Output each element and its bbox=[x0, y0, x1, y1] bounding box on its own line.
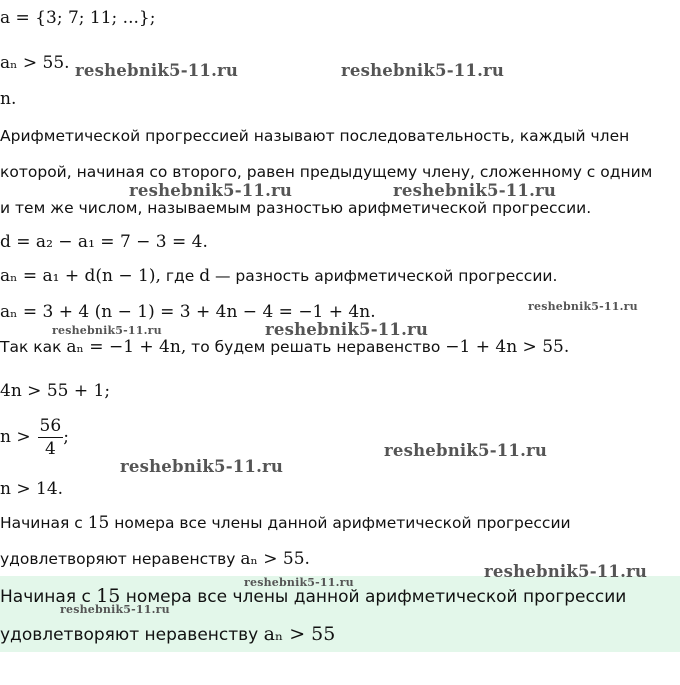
definition-text-2: которой, начиная со второго, равен предыдущему члену, сложенному с одним bbox=[0, 163, 653, 181]
fraction-numerator: 56 bbox=[39, 416, 62, 436]
answer1-math: 15 bbox=[96, 585, 121, 607]
watermark: reshebnik5-11.ru bbox=[120, 457, 284, 476]
watermark: reshebnik5-11.ru bbox=[393, 181, 557, 200]
inequality-step-1: 4n > 55 + 1; bbox=[0, 381, 111, 401]
difference-formula: d = a₂ − a₁ = 7 − 3 = 4. bbox=[0, 232, 208, 252]
answer-line-2 bbox=[0, 624, 335, 645]
watermark: reshebnik5-11.ru bbox=[129, 181, 293, 200]
intro-text1: Так как bbox=[0, 338, 67, 356]
watermark: reshebnik5-11.ru bbox=[384, 441, 548, 460]
conclusion2-math: aₙ > 55. bbox=[240, 549, 310, 569]
watermark: reshebnik5-11.ru bbox=[484, 562, 648, 581]
answer1-text1: Начиная с bbox=[0, 587, 97, 607]
conclusion-line-1 bbox=[0, 513, 571, 533]
watermark: reshebnik5-11.ru bbox=[244, 576, 354, 589]
watermark: reshebnik5-11.ru bbox=[60, 603, 170, 616]
conclusion1-text1: Начиная с bbox=[0, 514, 88, 532]
nth-term-text2: — разность арифметической прогрессии. bbox=[210, 267, 558, 285]
intro-math2: −1 + 4n > 55. bbox=[445, 337, 570, 357]
nth-term-text1: где bbox=[160, 267, 200, 285]
watermark: reshebnik5-11.ru bbox=[75, 61, 239, 80]
nth-term-d: d bbox=[199, 266, 211, 286]
watermark: reshebnik5-11.ru bbox=[265, 320, 429, 339]
nth-term-formula bbox=[0, 266, 557, 286]
intro-text2: то будем решать неравенство bbox=[186, 338, 446, 356]
nth-term-substitution: aₙ = 3 + 4 (n − 1) = 3 + 4n − 4 = −1 + 4n. bbox=[0, 302, 376, 322]
inequality-intro bbox=[0, 337, 569, 357]
step2-end: ; bbox=[63, 427, 69, 447]
inequality-result: n > 14. bbox=[0, 479, 64, 499]
answer1-text2: номера все члены данной арифметической прогрессии bbox=[120, 587, 627, 607]
answer2-math: aₙ > 55 bbox=[263, 623, 336, 645]
conclusion-line-2 bbox=[0, 549, 310, 569]
watermark: reshebnik5-11.ru bbox=[52, 324, 162, 337]
condition-line: aₙ > 55. bbox=[0, 53, 70, 73]
conclusion1-math: 15 bbox=[87, 513, 110, 533]
watermark: reshebnik5-11.ru bbox=[528, 300, 638, 313]
unknown-n-line: n. bbox=[0, 89, 17, 109]
definition-text-3: и тем же числом, называемым разностью арифметической прогрессии. bbox=[0, 199, 592, 217]
fraction-denominator: 4 bbox=[44, 439, 56, 459]
definition-text-1: Арифметической прогрессией называют последовательность, каждый член bbox=[0, 127, 630, 145]
nth-term-math: aₙ = a₁ + d(n − 1), bbox=[0, 266, 161, 286]
fraction bbox=[38, 415, 64, 460]
watermark: reshebnik5-11.ru bbox=[341, 61, 505, 80]
sequence-definition: a = {3; 7; 11; ...}; bbox=[0, 8, 156, 28]
intro-math1: aₙ = −1 + 4n, bbox=[66, 337, 187, 357]
inequality-step-2 bbox=[0, 414, 69, 460]
answer2-text: удовлетворяют неравенству bbox=[0, 625, 264, 645]
conclusion1-text2: номера все члены данной арифметической прогрессии bbox=[109, 514, 571, 532]
step2-left: n > bbox=[0, 427, 31, 447]
conclusion2-text: удовлетворяют неравенству bbox=[0, 550, 241, 568]
